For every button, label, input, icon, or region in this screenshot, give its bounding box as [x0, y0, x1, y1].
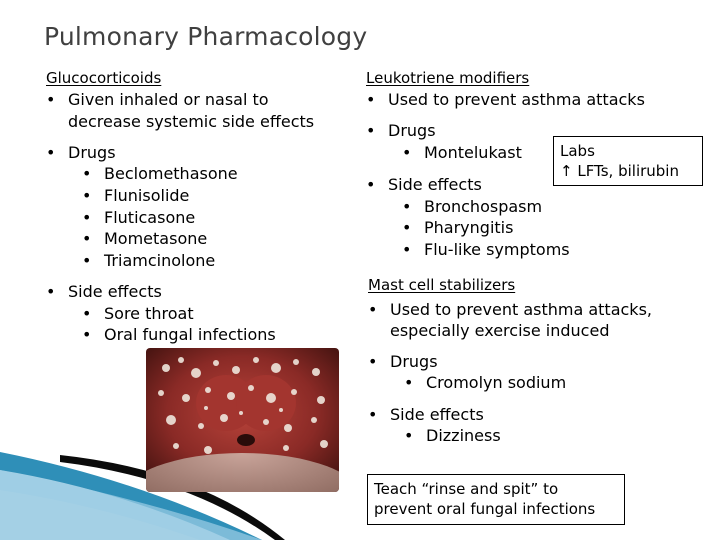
- sub-bullet: •: [82, 208, 92, 227]
- glucocorticoids-drug-item: Fluticasone: [104, 208, 196, 227]
- glucocorticoids-drugs-label: Drugs: [68, 143, 116, 162]
- mast-cell-side-effects-label: Side effects: [390, 405, 484, 424]
- glucocorticoids-heading: Glucocorticoids: [46, 69, 162, 87]
- teach-box-line2: prevent oral fungal infections: [374, 500, 596, 518]
- glucocorticoids-drug-item: Triamcinolone: [104, 251, 216, 270]
- teach-box-line1: Teach “rinse and spit” to: [374, 480, 559, 498]
- bullet: •: [366, 121, 376, 140]
- bullet: •: [46, 282, 56, 301]
- glucocorticoids-use-line2: decrease systemic side effects: [68, 112, 315, 131]
- bullet: •: [46, 90, 56, 109]
- labs-box-title: Labs: [560, 142, 595, 160]
- teach-box: [367, 474, 625, 525]
- glucocorticoids-side-effects-label: Side effects: [68, 282, 162, 301]
- mast-cell-drug-item: Cromolyn sodium: [426, 373, 567, 392]
- mast-cell-use-line2: especially exercise induced: [390, 321, 610, 340]
- sub-bullet: •: [404, 373, 414, 392]
- sub-bullet: •: [402, 240, 412, 259]
- sub-bullet: •: [82, 164, 92, 183]
- labs-box: [553, 136, 703, 186]
- sub-bullet: •: [402, 218, 412, 237]
- bullet: •: [46, 143, 56, 162]
- sub-bullet: •: [82, 229, 92, 248]
- sub-bullet: •: [82, 304, 92, 323]
- sub-bullet: •: [82, 325, 92, 344]
- leukotriene-side-effect-item: Flu-like symptoms: [424, 240, 570, 259]
- leukotriene-use: Used to prevent asthma attacks: [388, 90, 645, 109]
- sub-bullet: •: [82, 251, 92, 270]
- page-title: Pulmonary Pharmacology: [44, 22, 368, 51]
- mast-cell-use-line1: Used to prevent asthma attacks,: [390, 300, 652, 319]
- oral-thrush-photo: [146, 348, 339, 492]
- mast-cell-drugs-label: Drugs: [390, 352, 438, 371]
- sub-bullet: •: [404, 426, 414, 445]
- leukotriene-drugs-label: Drugs: [388, 121, 436, 140]
- glucocorticoids-side-effect-item: Sore throat: [104, 304, 194, 323]
- sub-bullet: •: [402, 197, 412, 216]
- glucocorticoids-drug-item: Mometasone: [104, 229, 208, 248]
- glucocorticoids-use-line1: Given inhaled or nasal to: [68, 90, 269, 109]
- bullet: •: [368, 300, 378, 319]
- bullet: •: [366, 175, 376, 194]
- glucocorticoids-drug-item: Beclomethasone: [104, 164, 238, 183]
- leukotriene-side-effects-label: Side effects: [388, 175, 482, 194]
- leukotriene-side-effect-item: Bronchospasm: [424, 197, 543, 216]
- bullet: •: [368, 405, 378, 424]
- leukotriene-side-effect-item: Pharyngitis: [424, 218, 514, 237]
- bullet: •: [366, 90, 376, 109]
- leukotriene-heading: Leukotriene modifiers: [366, 69, 530, 87]
- mast-cell-heading: Mast cell stabilizers: [368, 276, 516, 294]
- sub-bullet: •: [402, 143, 412, 162]
- bullet: •: [368, 352, 378, 371]
- glucocorticoids-side-effect-item: Oral fungal infections: [104, 325, 276, 344]
- mast-cell-side-effect-item: Dizziness: [426, 426, 501, 445]
- sub-bullet: •: [82, 186, 92, 205]
- leukotriene-drug-item: Montelukast: [424, 143, 522, 162]
- labs-box-text: ↑ LFTs, bilirubin: [560, 162, 679, 180]
- glucocorticoids-drug-item: Flunisolide: [104, 186, 190, 205]
